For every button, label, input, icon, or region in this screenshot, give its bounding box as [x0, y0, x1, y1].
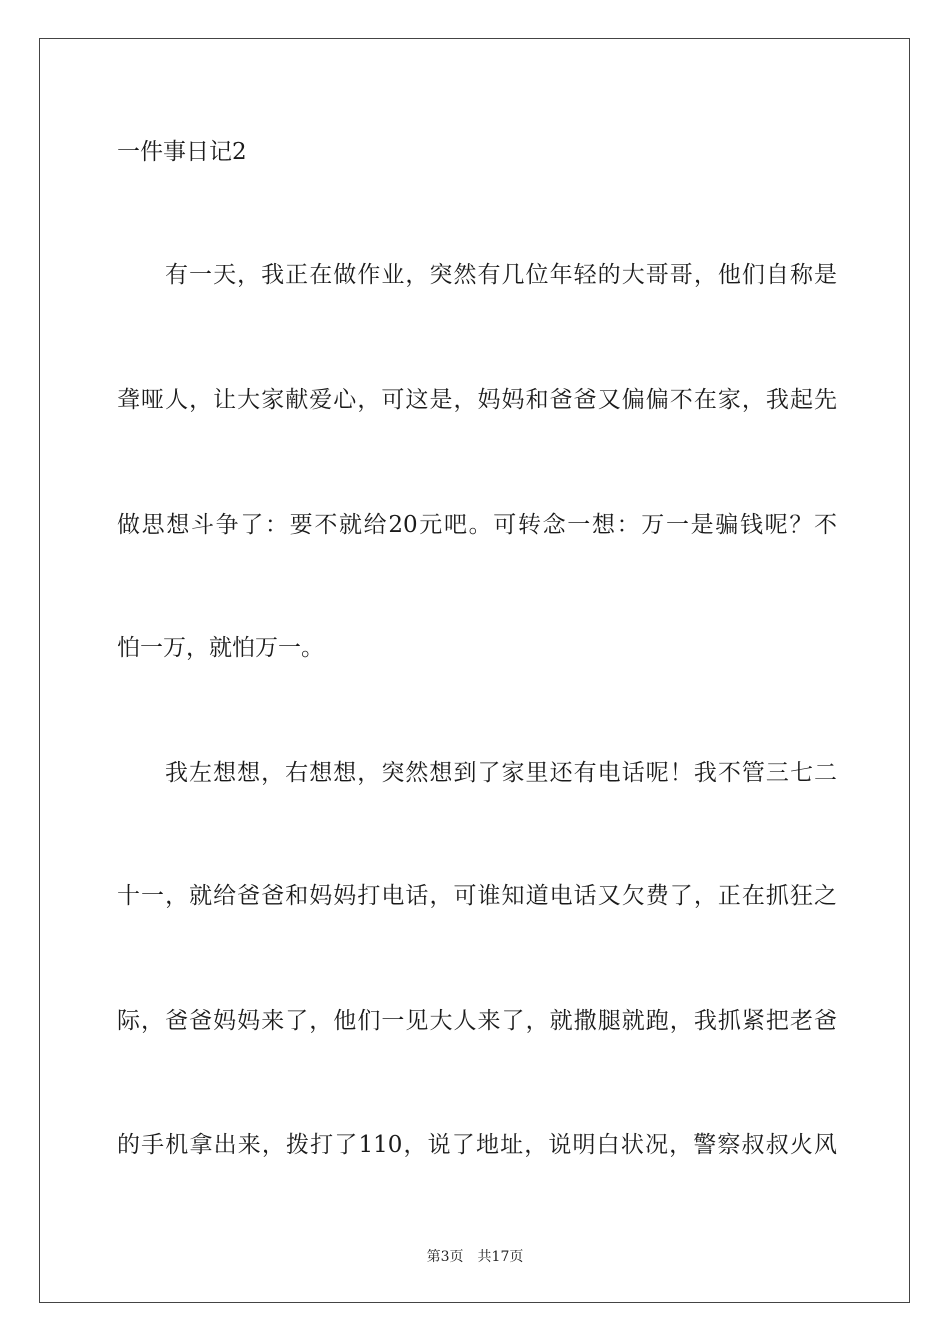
paragraph-line: 的手机拿出来，拨打了110，说了地址，说明白状况，警察叔叔火风 — [117, 1132, 837, 1158]
paragraph-line: 际，爸爸妈妈来了，他们一见大人来了，就撒腿就跑，我抓紧把老爸 — [117, 1008, 837, 1034]
paragraph-line: 做思想斗争了：要不就给20元吧。可转念一想：万一是骗钱呢？不 — [117, 512, 837, 538]
page-footer — [0, 1248, 950, 1266]
page-number: 第3页 — [426, 1249, 464, 1265]
paragraph-line: 十一，就给爸爸和妈妈打电话，可谁知道电话又欠费了，正在抓狂之 — [117, 883, 837, 909]
page-total: 共17页 — [477, 1249, 524, 1265]
document-title: 一件事日记2 — [117, 139, 247, 165]
paragraph-line: 有一天，我正在做作业，突然有几位年轻的大哥哥，他们自称是 — [165, 262, 837, 288]
paragraph-line: 聋哑人，让大家献爱心，可这是，妈妈和爸爸又偏偏不在家，我起先 — [117, 387, 837, 413]
page-border — [39, 38, 910, 1303]
paragraph-line: 我左想想，右想想，突然想到了家里还有电话呢！我不管三七二 — [165, 760, 837, 786]
paragraph-line: 怕一万，就怕万一。 — [117, 635, 324, 661]
